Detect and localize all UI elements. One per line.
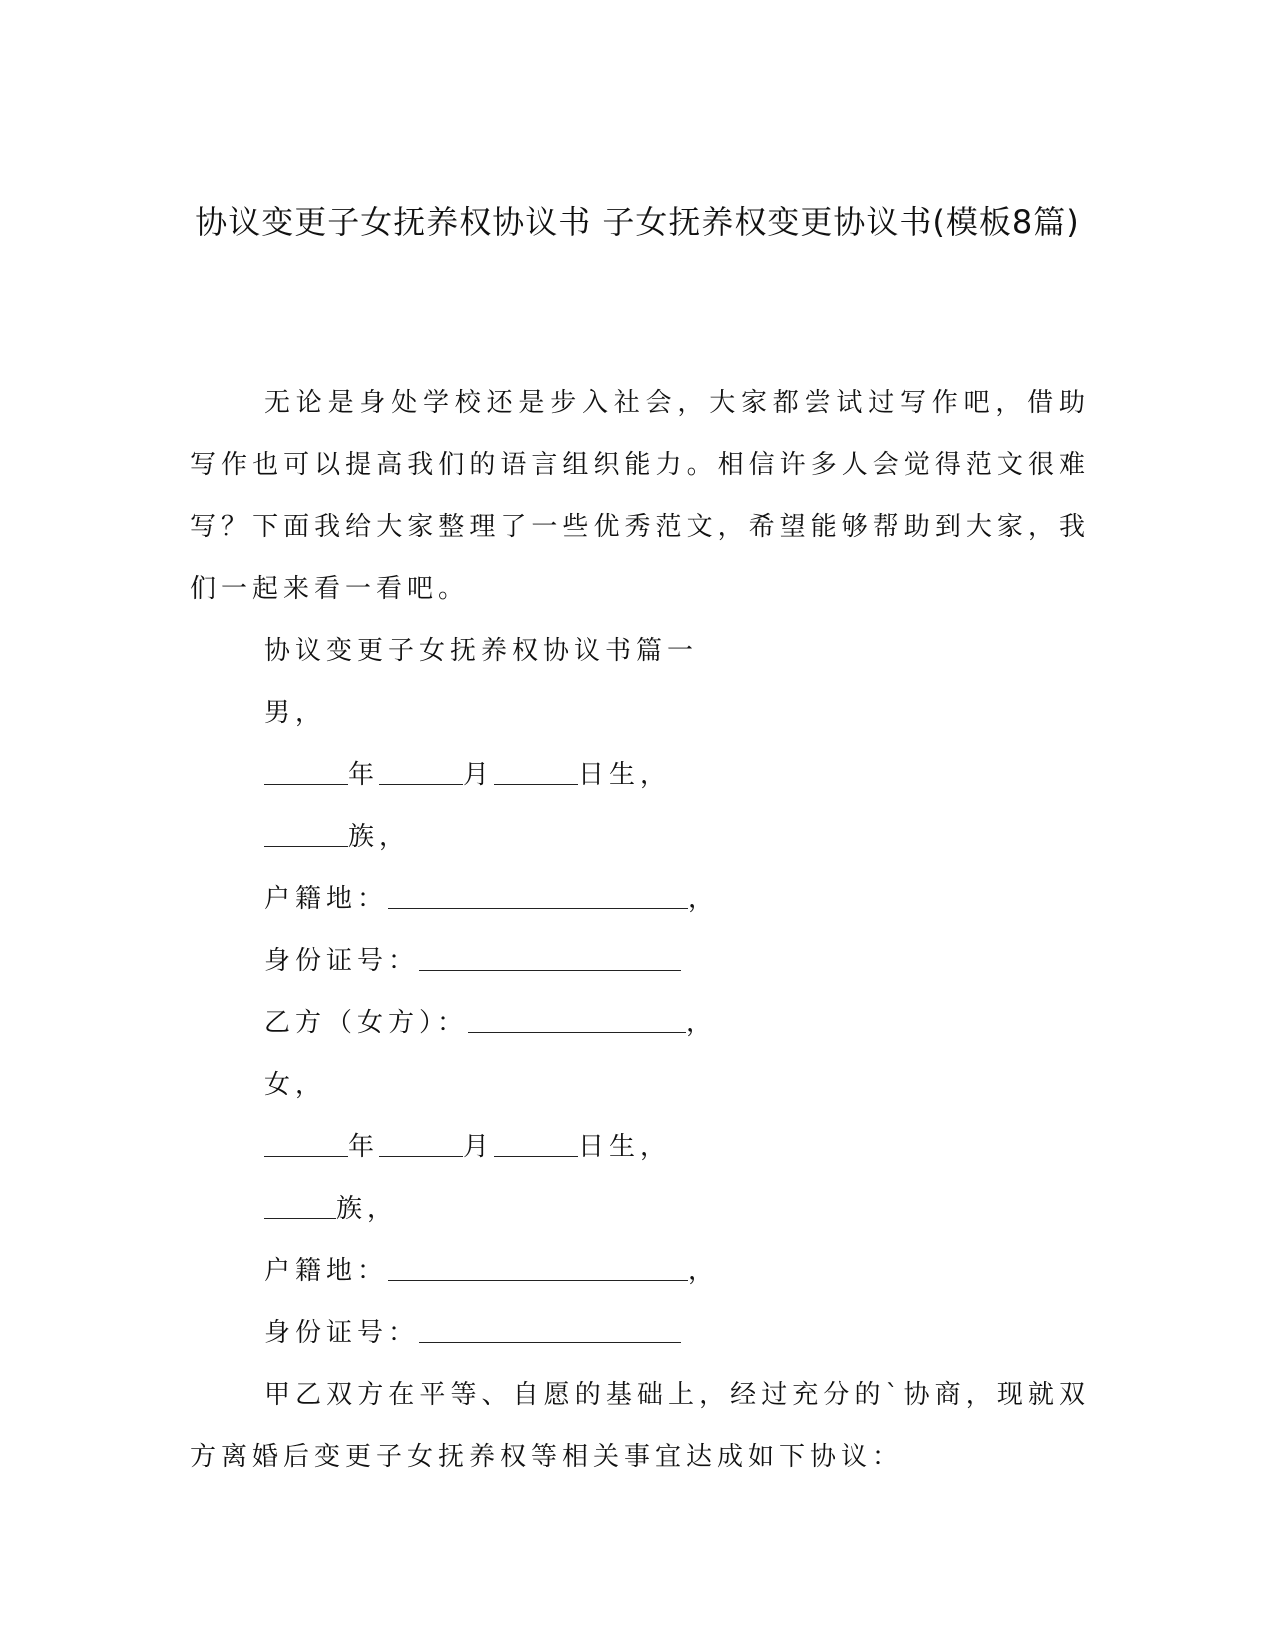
year-label: 年 <box>348 760 380 790</box>
day-label: 日生， <box>578 1132 672 1162</box>
intro-paragraph: 无论是身处学校还是步入社会，大家都尝试过写作吧，借助写作也可以提高我们的语言组织能力。相信许多人会觉得范文很难写？下面我给大家整理了一些优秀范文，希望能够帮助到大家，我们一起来看一看吧。 <box>190 388 1090 604</box>
birth-day-blank[interactable] <box>494 758 578 785</box>
id-number-blank[interactable] <box>419 1316 681 1343</box>
month-label: 月 <box>463 760 495 790</box>
residence-comma: ， <box>688 884 720 914</box>
birth-year-blank[interactable] <box>264 1130 348 1157</box>
party-b-birthdate-line <box>190 1116 1090 1178</box>
ethnicity-blank[interactable] <box>264 1192 336 1219</box>
month-label: 月 <box>463 1132 495 1162</box>
birth-month-blank[interactable] <box>379 758 463 785</box>
residence-blank[interactable] <box>388 882 688 909</box>
party-a-residence-line <box>190 868 1090 930</box>
party-b-id-line <box>190 1302 1090 1364</box>
residence-label: 户籍地： <box>264 1256 389 1286</box>
residence-label: 户籍地： <box>264 884 389 914</box>
residence-comma: ， <box>688 1256 720 1286</box>
document-body <box>190 372 1090 1488</box>
id-label: 身份证号： <box>264 946 420 976</box>
id-label: 身份证号： <box>264 1318 420 1348</box>
party-b-ethnicity-line <box>190 1178 1090 1240</box>
party-a-id-line <box>190 930 1090 992</box>
closing-paragraph: 甲乙双方在平等、自愿的基础上，经过充分的`协商，现就双方离婚后变更子女抚养权等相关事宜达成如下协议： <box>190 1380 1090 1472</box>
ethnicity-blank[interactable] <box>264 820 348 847</box>
birth-month-blank[interactable] <box>379 1130 463 1157</box>
party-b-name-blank[interactable] <box>468 1006 686 1033</box>
year-label: 年 <box>348 1132 380 1162</box>
party-b-gender: 女， <box>264 1070 327 1100</box>
section-heading: 协议变更子女抚养权协议书篇一 <box>264 636 699 666</box>
document-title: 协议变更子女抚养权协议书 子女抚养权变更协议书(模板8篇) <box>195 203 1080 241</box>
birth-year-blank[interactable] <box>264 758 348 785</box>
birth-day-blank[interactable] <box>494 1130 578 1157</box>
party-b-label: 乙方（女方）： <box>264 1008 469 1038</box>
party-a-birthdate-line <box>190 744 1090 806</box>
id-number-blank[interactable] <box>419 944 681 971</box>
party-a-ethnicity-line <box>190 806 1090 868</box>
party-b-residence-line <box>190 1240 1090 1302</box>
day-label: 日生， <box>578 760 672 790</box>
ethnicity-label: 族， <box>348 822 411 852</box>
party-b-comma: ， <box>686 1008 718 1038</box>
ethnicity-label: 族， <box>336 1194 399 1224</box>
residence-blank[interactable] <box>388 1254 688 1281</box>
party-b-line <box>190 992 1090 1054</box>
party-a-gender: 男， <box>264 698 327 728</box>
